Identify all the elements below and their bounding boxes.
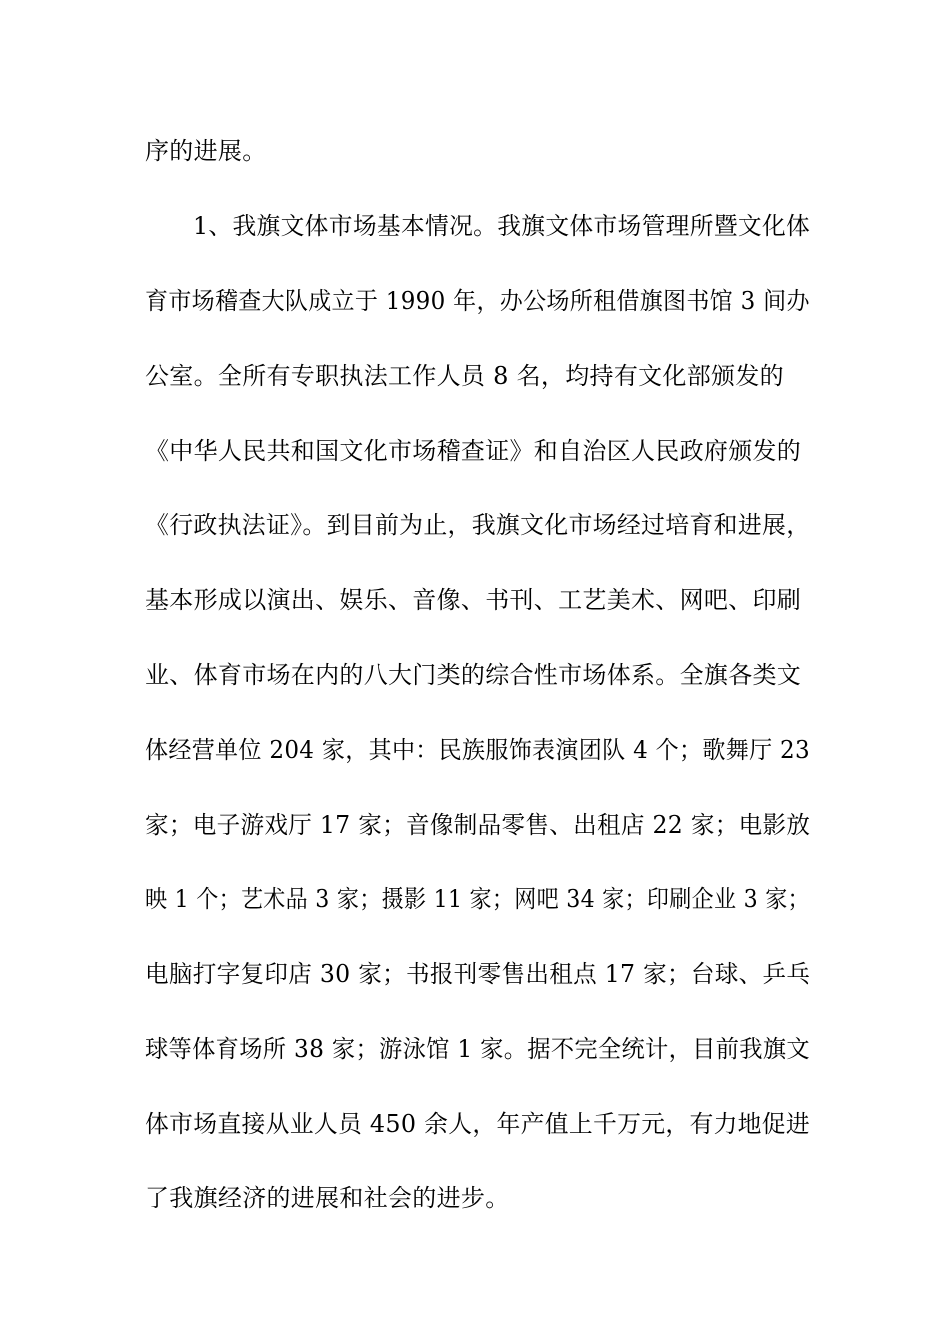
text-line-12: 电脑打字复印店 30 家；书报刊零售出租点 17 家；台球、乒乓 (145, 960, 811, 988)
text-line-1: 序的进展。 (145, 137, 267, 165)
text-line-5: 《中华人民共和国文化市场稽查证》和自治区人民政府颁发的 (145, 437, 802, 465)
text-line-9: 体经营单位 204 家，其中：民族服饰表演团队 4 个；歌舞厅 23 (145, 736, 810, 764)
text-line-7: 基本形成以演出、娱乐、音像、书刊、工艺美术、网吧、印刷 (145, 586, 802, 614)
text-line-3: 育市场稽查大队成立于 1990 年，办公场所租借旗图书馆 3 间办 (145, 287, 810, 315)
text-line-15: 了我旗经济的进展和社会的进步。 (145, 1184, 510, 1212)
text-line-14: 体市场直接从业人员 450 余人，年产值上千万元，有力地促进 (145, 1110, 811, 1138)
text-line-2: 1、我旗文体市场基本情况。我旗文体市场管理所暨文化体 (193, 212, 811, 240)
text-line-11: 映 1 个；艺术品 3 家；摄影 11 家；网吧 34 家；印刷企业 3 家； (145, 885, 810, 913)
text-line-4: 公室。全所有专职执法工作人员 8 名，均持有文化部颁发的 (145, 362, 784, 390)
text-line-6: 《行政执法证》。到目前为止，我旗文化市场经过培育和进展， (145, 511, 811, 539)
text-line-10: 家；电子游戏厅 17 家；音像制品零售、出租店 22 家；电影放 (145, 811, 811, 839)
text-line-13: 球等体育场所 38 家；游泳馆 1 家。据不完全统计，目前我旗文 (145, 1035, 810, 1063)
text-line-8: 业、体育市场在内的八大门类的综合性市场体系。全旗各类文 (145, 661, 802, 689)
